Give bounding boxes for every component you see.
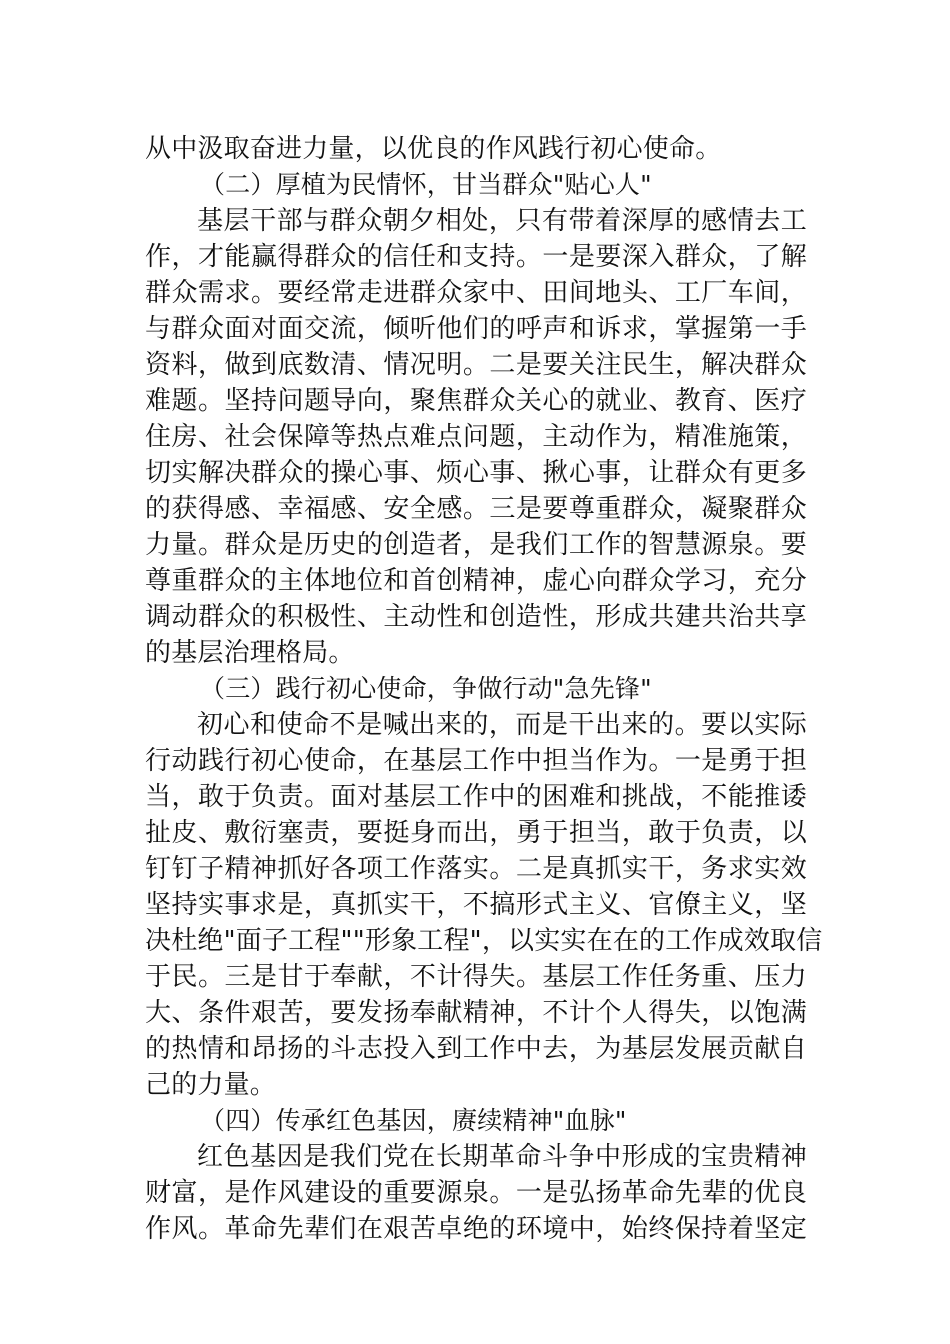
text-line: 财富，是作风建设的重要源泉。一是弘扬革命先辈的优良 [145, 1178, 807, 1208]
text-line: 住房、社会保障等热点难点问题，主动作为，精准施策， [145, 422, 807, 452]
text-line: 大、条件艰苦，要发扬奉献精神，不计个人得失，以饱满 [145, 998, 807, 1028]
text-line: 调动群众的积极性、主动性和创造性，形成共建共治共享 [145, 602, 807, 632]
text-line: 的获得感、幸福感、安全感。三是要尊重群众，凝聚群众 [145, 494, 807, 524]
text-line: 行动践行初心使命，在基层工作中担当作为。一是勇于担 [145, 746, 807, 776]
section-heading: （二）厚植为民情怀，甘当群众"贴心人" [200, 170, 652, 199]
text-line: 基层干部与群众朝夕相处，只有带着深厚的感情去工 [197, 206, 807, 236]
text-line: 的基层治理格局。 [145, 638, 355, 668]
text-line: 从中汲取奋进力量，以优良的作风践行初心使命。 [145, 134, 722, 164]
text-line: 尊重群众的主体地位和首创精神，虚心向群众学习，充分 [145, 566, 807, 596]
text-line: 扯皮、敷衍塞责，要挺身而出，勇于担当，敢于负责，以 [145, 818, 807, 848]
text-line: 作风。革命先辈们在艰苦卓绝的环境中，始终保持着坚定 [145, 1214, 807, 1244]
text-line: 作，才能赢得群众的信任和支持。一是要深入群众，了解 [145, 242, 807, 272]
text-line: 群众需求。要经常走进群众家中、田间地头、工厂车间， [145, 278, 807, 308]
text-line: 与群众面对面交流，倾听他们的呼声和诉求，掌握第一手 [145, 314, 807, 344]
text-line: 当，敢于负责。面对基层工作中的困难和挑战，不能推诿 [145, 782, 807, 812]
text-line: 资料，做到底数清、情况明。二是要关注民生，解决群众 [145, 350, 807, 380]
section-heading: （四）传承红色基因，赓续精神"血脉" [200, 1106, 627, 1135]
text-line: 切实解决群众的操心事、烦心事、揪心事，让群众有更多 [145, 458, 807, 488]
text-line: 初心和使命不是喊出来的，而是干出来的。要以实际 [197, 710, 807, 740]
text-line: 钉钉子精神抓好各项工作落实。二是真抓实干，务求实效 [145, 854, 807, 884]
text-line: 己的力量。 [145, 1070, 277, 1100]
text-line: 于民。三是甘于奉献，不计得失。基层工作任务重、压力 [145, 962, 807, 992]
text-line: 的热情和昂扬的斗志投入到工作中去，为基层发展贡献自 [145, 1034, 807, 1064]
text-line: 力量。群众是历史的创造者，是我们工作的智慧源泉。要 [145, 530, 807, 560]
text-line: 难题。坚持问题导向，聚焦群众关心的就业、教育、医疗 [145, 386, 807, 416]
section-heading: （三）践行初心使命，争做行动"急先锋" [200, 674, 652, 703]
text-line: 决杜绝"面子工程""形象工程"，以实实在在的工作成效取信 [145, 926, 823, 956]
text-line: 红色基因是我们党在长期革命斗争中形成的宝贵精神 [197, 1142, 807, 1172]
text-line: 坚持实事求是，真抓实干，不搞形式主义、官僚主义，坚 [145, 890, 807, 920]
